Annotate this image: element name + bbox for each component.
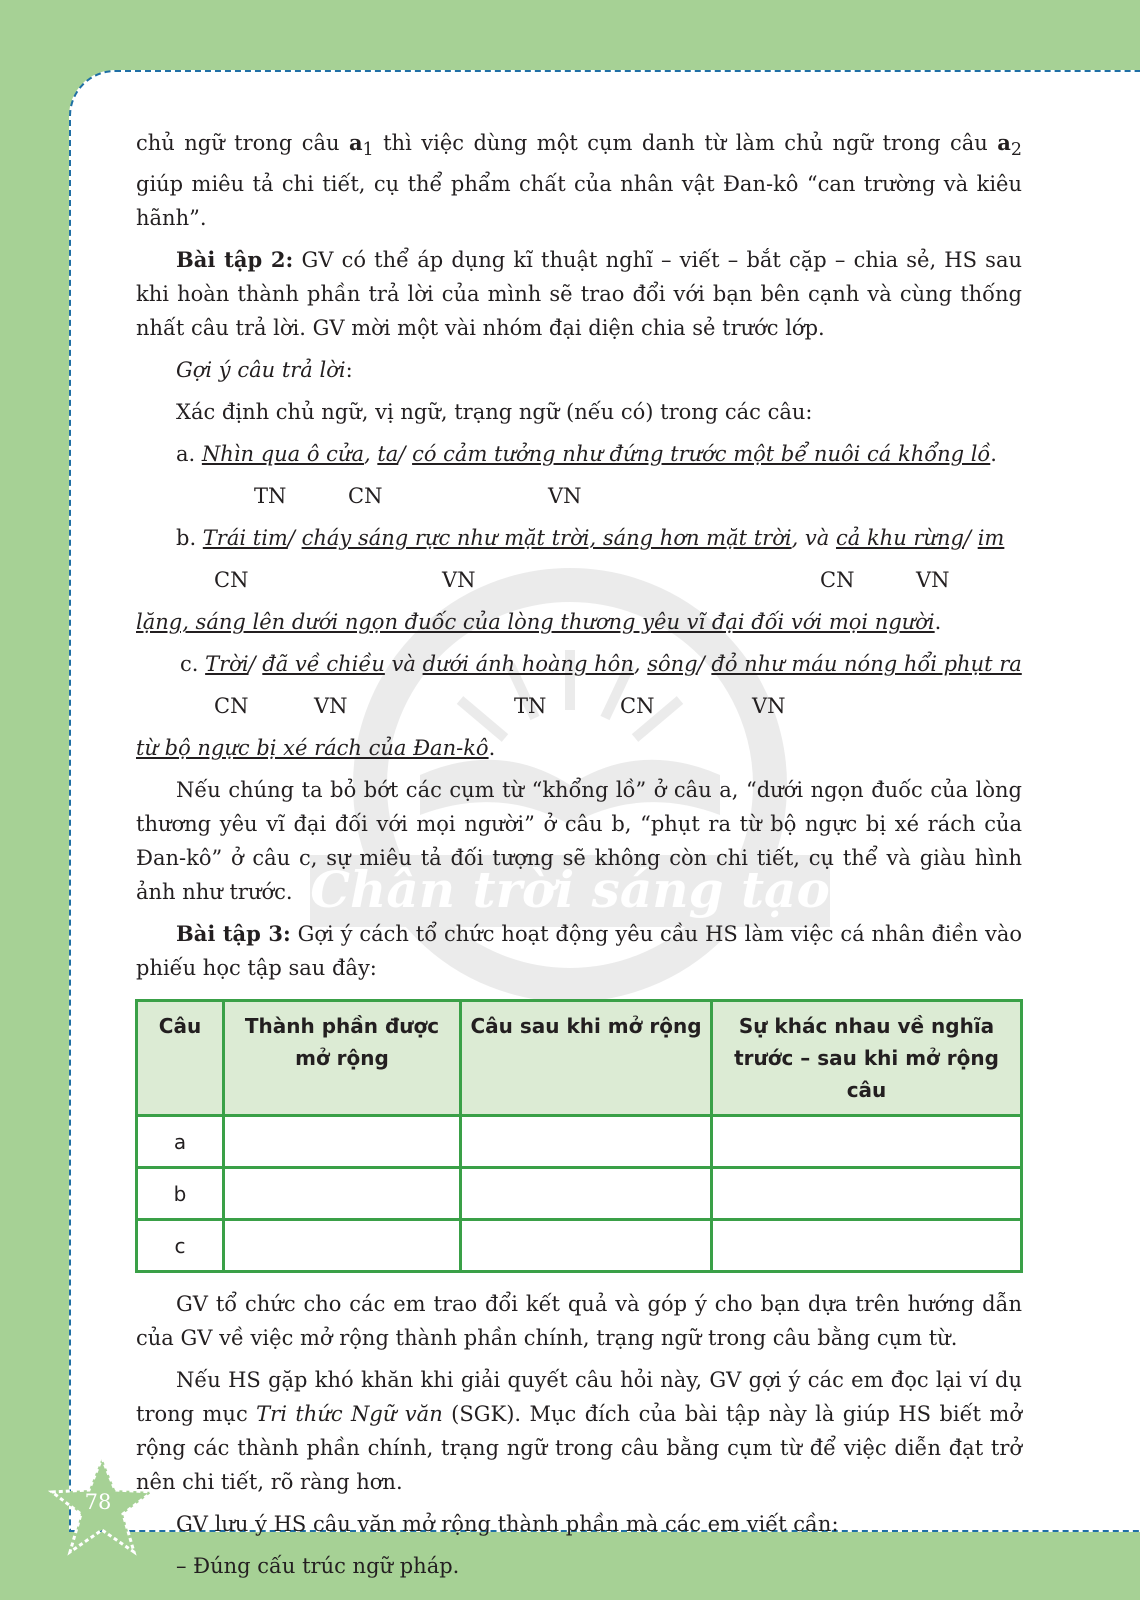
table-cell[interactable] [461,1116,712,1168]
sentence-c: c. Trời/ đã về chiều và dưới ánh hoàng hôn, sông/ đỏ như máu nóng hổi phụt ra [180,652,1022,677]
removal-paragraph: Nếu chúng ta bỏ bớt các cụm từ “khổng lồ” ở câu a, “dưới ngọn đuốc của lòng thương yêu vĩ đại đối với mọi người” ở câu b, “phụt ra từ bộ ngực bị xé rách của Đan-kô” ở câu c, sự miêu tả đối tượng sẽ không còn chi tiết, cụ thể và giàu hình ảnh như trước. [136,778,1022,905]
label-vn: VN [916,568,950,593]
table-cell[interactable] [712,1116,1022,1168]
table-cell[interactable] [461,1220,712,1272]
after-table-paragraph-1: GV tổ chức cho các em trao đổi kết quả và góp ý cho bạn dựa trên hướng dẫn của GV về việc mở rộng thành phần chính, trạng ngữ trong câu bằng cụm từ. [136,1292,1022,1351]
table-header: Sự khác nhau về nghĩa trước – sau khi mở rộng câu [712,1001,1022,1116]
hint-heading: Gợi ý câu trả lời: [176,358,353,383]
table-header: Câu sau khi mở rộng [461,1001,712,1116]
label-vn: VN [548,484,582,509]
label-tn: TN [514,694,547,719]
table-cell[interactable] [224,1116,461,1168]
table-header: Thành phần được mở rộng [224,1001,461,1116]
label-cn: CN [214,694,249,719]
sentence-b: b. Trái tim/ cháy sáng rực như mặt trời, sáng hơn mặt trời, và cả khu rừng/ im [176,526,1005,551]
exercise-2-paragraph: Bài tập 2: GV có thể áp dụng kĩ thuật nghĩ – viết – bắt cặp – chia sẻ, HS sau khi hoàn thành phần trả lời của mình sẽ trao đổi với bạn bên cạnh và cùng thống nhất câu trả lời. GV mời một vài nhóm đại diện chia sẻ trước lớp. [136,247,1022,341]
table-cell-label: b [137,1168,224,1220]
table-cell-label: a [137,1116,224,1168]
label-vn: VN [314,694,348,719]
exercise-3-label: Bài tập 3: [176,921,291,947]
label-vn: VN [442,568,476,593]
watermark-text: Chân trời sáng tạo [310,860,830,919]
table-cell[interactable] [712,1220,1022,1272]
sentence-a-labels [136,479,1022,513]
intro-paragraph: chủ ngữ trong câu $a_1$ thì việc dùng một cụm danh từ làm chủ ngữ trong câu $a_2$ giúp miêu tả chi tiết, cụ thể phẩm chất của nhân vật Đan-kô “can trường và kiêu hãnh”. [136,130,1022,231]
table-header-row [137,1001,1022,1116]
table-cell[interactable] [224,1220,461,1272]
table-cell-label: c [137,1220,224,1272]
exercise-3-paragraph: Bài tập 3: Gợi ý cách tổ chức hoạt động yêu cầu HS làm việc cá nhân điền vào phiếu học tập sau đây: [136,921,1022,981]
sentence-a: a. Nhìn qua ô cửa, ta/ có cảm tưởng như đứng trước một bể nuôi cá khổng lồ. [176,442,997,467]
table-cell[interactable] [224,1168,461,1220]
table-row [137,1168,1022,1220]
bullet-item: – Đúng cấu trúc ngữ pháp. [176,1554,460,1579]
sentence-b-continuation: lặng, sáng lên dưới ngọn đuốc của lòng thương yêu vĩ đại đối với mọi người. [136,610,942,635]
label-cn: CN [620,694,655,719]
table-cell[interactable] [461,1168,712,1220]
table-row [137,1220,1022,1272]
sentence-c-continuation: từ bộ ngực bị xé rách của Đan-kô. [136,736,496,761]
main-content [136,126,1022,1591]
table-header: Câu [137,1001,224,1116]
label-cn: CN [214,568,249,593]
table-cell[interactable] [712,1168,1022,1220]
sentence-c-labels [136,689,1022,723]
exercise-2-label: Bài tập 2: [176,247,294,273]
label-cn: CN [348,484,383,509]
label-tn: TN [254,484,287,509]
page-number: 78 [84,1490,112,1514]
table-row [137,1116,1022,1168]
after-table-paragraph-2: Nếu HS gặp khó khăn khi giải quyết câu hỏi này, GV gợi ý các em đọc lại ví dụ trong mục Tri thức Ngữ văn (SGK). Mục đích của bài tập này là giúp HS biết mở rộng các thành phần chính, trạng ngữ trong câu bằng cụm từ để việc diễn đạt trở nên chi tiết, rõ ràng hơn. [136,1368,1022,1495]
worksheet-table [135,999,1023,1273]
label-cn: CN [820,568,855,593]
label-vn: VN [752,694,786,719]
sentence-b-labels [136,563,1022,597]
identify-instruction: Xác định chủ ngữ, vị ngữ, trạng ngữ (nếu có) trong các câu: [176,400,813,425]
note-paragraph: GV lưu ý HS câu văn mở rộng thành phần mà các em viết cần: [176,1512,839,1537]
